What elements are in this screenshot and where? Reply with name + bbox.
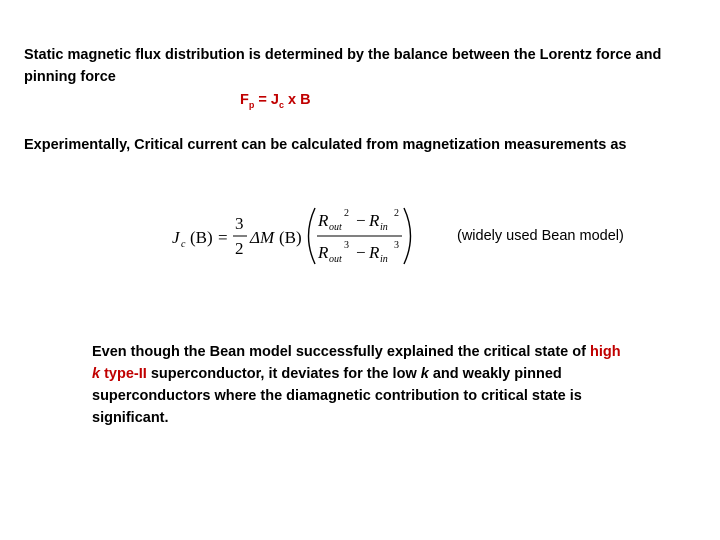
highlight-high: high — [589, 344, 621, 360]
den-r-in: R — [369, 243, 380, 262]
den-r-out: R — [318, 243, 329, 262]
coef-numerator: 3 — [235, 214, 244, 233]
jc-sub: c — [181, 239, 186, 250]
den-minus: − — [356, 243, 366, 262]
fp-equals-j: = J — [254, 92, 279, 108]
delta-m: ΔM — [250, 228, 275, 247]
jc-symbol: J — [172, 228, 180, 247]
left-paren — [309, 208, 316, 264]
fp-subscript: p — [248, 99, 255, 110]
num-r-in: R — [369, 211, 380, 230]
jc-arg: (B) — [190, 228, 213, 247]
num-out-exp: 2 — [344, 208, 349, 219]
fp-symbol: F — [240, 92, 249, 108]
num-in-exp: 2 — [394, 208, 399, 219]
pinning-force-formula — [240, 92, 311, 110]
coef-denominator: 2 — [235, 239, 244, 258]
fp-times-b: x B — [283, 92, 311, 108]
den-out-exp: 3 — [344, 240, 349, 251]
low-k: k — [420, 366, 429, 382]
equals-sign: = — [218, 228, 228, 247]
jc-subscript: c — [278, 99, 284, 110]
den-out-sub: out — [329, 254, 342, 265]
num-in-sub: in — [380, 222, 388, 233]
conclusion-paragraph — [92, 341, 632, 429]
num-out-sub: out — [329, 222, 342, 233]
highlight-k: k — [92, 366, 101, 382]
right-paren — [404, 208, 411, 264]
den-in-sub: in — [380, 254, 388, 265]
experimental-paragraph: Experimentally, Critical current can be calculated from magnetization measurements as — [24, 137, 627, 153]
delta-m-arg: (B) — [279, 228, 302, 247]
den-in-exp: 3 — [394, 240, 399, 251]
num-minus: − — [356, 211, 366, 230]
bean-model-formula — [170, 202, 420, 270]
bean-model-note: (widely used Bean model) — [457, 228, 624, 244]
conclusion-part2: superconductor, it deviates for the low — [146, 366, 421, 382]
intro-paragraph: Static magnetic flux distribution is determined by the balance between the Lorentz force and pinning force — [24, 47, 662, 85]
conclusion-part1: Even though the Bean model successfully explained the critical state of — [92, 344, 590, 360]
conclusion-part3: and weakly pinned superconductors where the diamagnetic contribution to critical state is significant. — [92, 366, 582, 426]
highlight-type-ii: type-II — [100, 366, 147, 382]
num-r-out: R — [318, 211, 329, 230]
